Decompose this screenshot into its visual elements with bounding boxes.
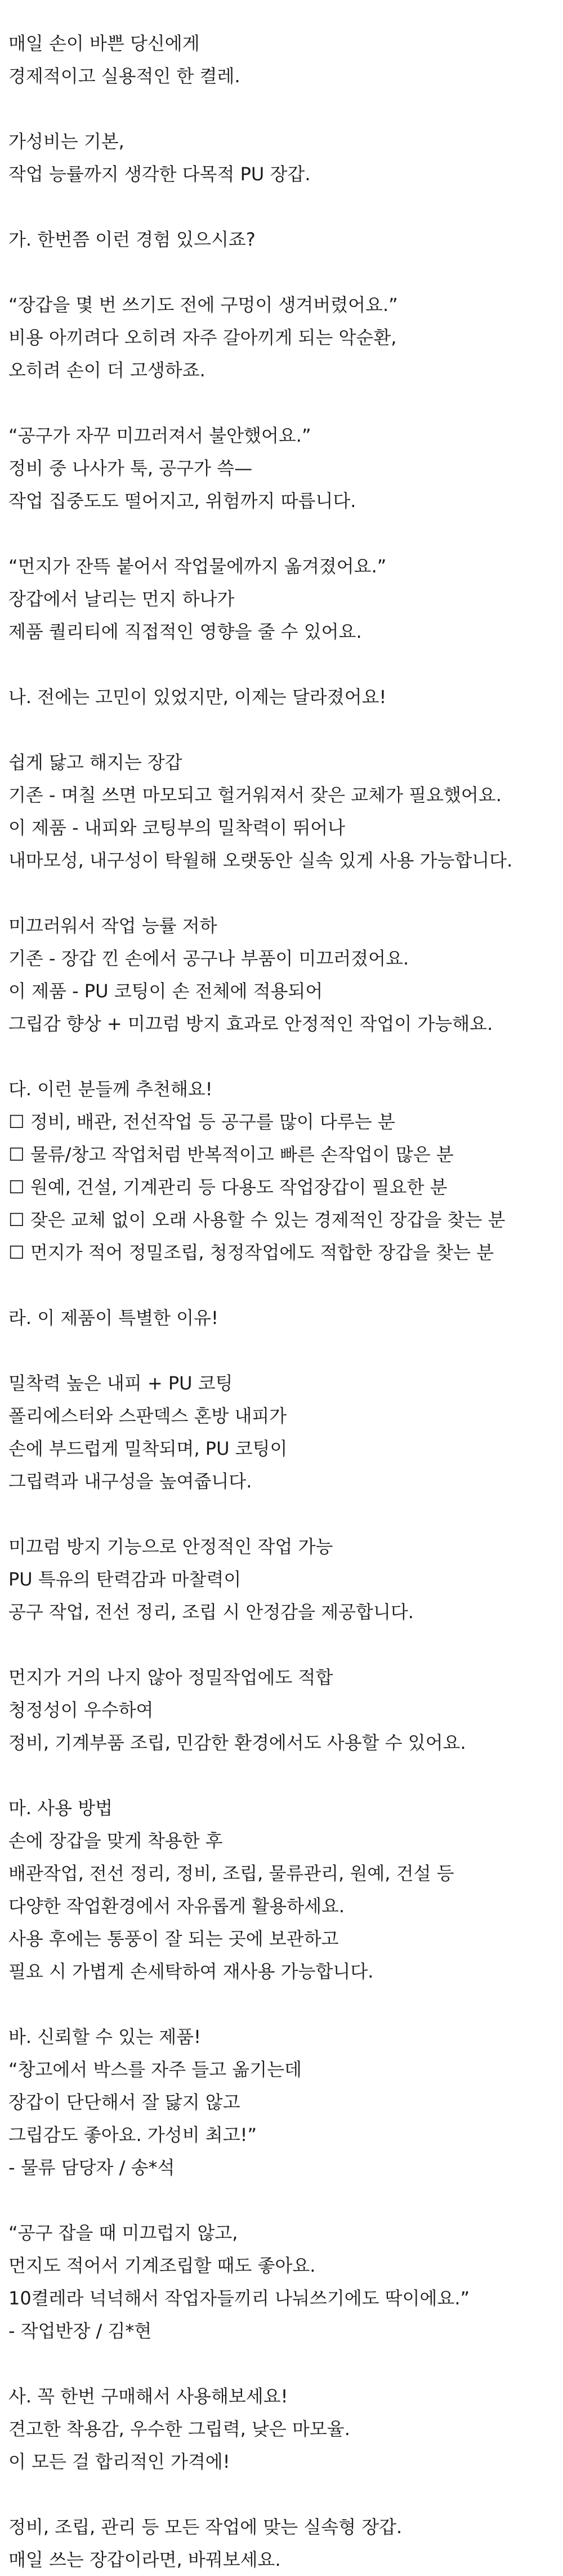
- text-line: 마. 사용 방법: [8, 1797, 113, 1819]
- text-paragraph: [8, 1367, 563, 1498]
- text-line: 경제적이고 실용적인 한 켤레.: [8, 65, 240, 87]
- text-paragraph: [8, 681, 563, 713]
- text-line: 공구 작업, 전선 정리, 조립 시 안정감을 제공합니다.: [8, 1601, 414, 1623]
- text-paragraph: [8, 550, 563, 648]
- text-line: 그립력과 내구성을 높여줍니다.: [8, 1471, 252, 1492]
- text-line: 손에 부드럽게 밀착되며, PU 코팅이: [8, 1438, 288, 1459]
- text-line: “창고에서 박스를 자주 들고 옮기는데: [8, 2059, 302, 2080]
- text-line: 청정성이 우수하여: [8, 1699, 154, 1721]
- text-line: 정비 중 나사가 툭, 공구가 쓱—: [8, 458, 253, 479]
- text-line: 정비, 조립, 관리 등 모든 작업에 맞는 실속형 장갑.: [8, 2516, 403, 2538]
- text-line: 손에 장갑을 맞게 착용한 후: [8, 1830, 223, 1851]
- text-line: 기존 - 며칠 쓰면 마모되고 헐거워져서 잦은 교체가 필요했어요.: [8, 784, 502, 806]
- text-paragraph: [8, 1792, 563, 1988]
- text-paragraph: [8, 223, 563, 256]
- text-line: 작업 능률까지 생각한 다목적 PU 장갑.: [8, 163, 311, 185]
- text-line: 견고한 착용감, 우수한 그립력, 낮은 마모율.: [8, 2418, 350, 2440]
- text-line: ☐ 정비, 배관, 전선작업 등 공구를 많이 다루는 분: [8, 1111, 395, 1132]
- text-line: 그립감도 좋아요. 가성비 최고!”: [8, 2124, 257, 2146]
- text-line: 장갑이 단단해서 잘 닳지 않고: [8, 2091, 240, 2113]
- text-line: 먼지가 거의 나지 않아 정밀작업에도 적합: [8, 1667, 333, 1688]
- text-line: 먼지도 적어서 기계조립할 때도 좋아요.: [8, 2255, 316, 2276]
- text-line: 제품 퀄리티에 직접적인 영향을 줄 수 있어요.: [8, 621, 362, 642]
- text-line: 다. 이런 분들께 추천해요!: [8, 1078, 213, 1100]
- text-line: 미끄럼 방지 기능으로 안정적인 작업 가능: [8, 1536, 333, 1557]
- text-paragraph: [8, 419, 563, 517]
- text-paragraph: [8, 27, 563, 92]
- text-line: 이 제품 - PU 코팅이 손 전체에 적용되어: [8, 980, 323, 1002]
- text-paragraph: [8, 2380, 563, 2478]
- text-line: 이 모든 걸 합리적인 가격에!: [8, 2451, 230, 2472]
- text-line: 정비, 기계부품 조립, 민감한 환경에서도 사용할 수 있어요.: [8, 1732, 466, 1753]
- text-line: 기존 - 장갑 낀 손에서 공구나 부품이 미끄러졌어요.: [8, 948, 409, 969]
- text-line: PU 특유의 탄력감과 마찰력이: [8, 1569, 242, 1590]
- text-line: ☐ 먼지가 적어 정밀조립, 청정작업에도 적합한 장갑을 찾는 분: [8, 1242, 494, 1263]
- text-line: 내마모성, 내구성이 탁월해 오랫동안 실속 있게 사용 가능합니다.: [8, 850, 513, 871]
- text-paragraph: [8, 1302, 563, 1334]
- text-paragraph: [8, 288, 563, 387]
- text-paragraph: [8, 1661, 563, 1759]
- text-line: “장갑을 몇 번 쓰기도 전에 구멍이 생겨버렸어요.”: [8, 294, 398, 316]
- text-line: ☐ 잦은 교체 없이 오래 사용할 수 있는 경제적인 장갑을 찾는 분: [8, 1209, 506, 1231]
- text-paragraph: [8, 909, 563, 1040]
- text-line: 10켤레라 넉넉해서 작업자들끼리 나눠쓰기에도 딱이에요.”: [8, 2288, 470, 2309]
- text-line: “공구 잡을 때 미끄럽지 않고,: [8, 2222, 238, 2244]
- text-paragraph: [8, 125, 563, 190]
- text-line: - 작업반장 / 김*현: [8, 2320, 152, 2342]
- text-line: 쉽게 닳고 해지는 장갑: [8, 752, 182, 773]
- text-paragraph: [8, 2511, 563, 2576]
- text-line: 폴리에스터와 스판덱스 혼방 내피가: [8, 1405, 287, 1427]
- text-paragraph: [8, 2020, 563, 2184]
- text-line: “공구가 자꾸 미끄러져서 불안했어요.”: [8, 425, 311, 446]
- text-paragraph: [8, 746, 563, 877]
- text-line: 매일 쓰는 장갑이라면, 바꿔보세요.: [8, 2549, 281, 2570]
- text-line: 장갑에서 날리는 먼지 하나가: [8, 588, 235, 610]
- text-line: ☐ 원예, 건설, 기계관리 등 다용도 작업장갑이 필요한 분: [8, 1176, 448, 1198]
- text-line: 가성비는 기본,: [8, 131, 124, 152]
- text-line: 필요 시 가볍게 손세탁하여 재사용 가능합니다.: [8, 1961, 374, 1982]
- text-line: 배관작업, 전선 정리, 정비, 조립, 물류관리, 원예, 건설 등: [8, 1863, 454, 1884]
- text-line: 오히려 손이 더 고생하죠.: [8, 359, 205, 381]
- text-line: 이 제품 - 내피와 코팅부의 밀착력이 뛰어나: [8, 817, 346, 838]
- text-line: 미끄러워서 작업 능률 저하: [8, 915, 217, 936]
- text-line: 그립감 향상 + 미끄럼 방지 효과로 안정적인 작업이 가능해요.: [8, 1013, 493, 1034]
- text-line: 가. 한번쯤 이런 경험 있으시죠?: [8, 229, 256, 250]
- text-line: “먼지가 잔뜩 붙어서 작업물에까지 옮겨졌어요.”: [8, 556, 387, 577]
- text-line: 작업 집중도도 떨어지고, 위험까지 따릅니다.: [8, 490, 356, 512]
- text-paragraph: [8, 2217, 563, 2347]
- text-paragraph: [8, 1073, 563, 1269]
- text-line: 밀착력 높은 내피 + PU 코팅: [8, 1373, 233, 1394]
- text-line: 다양한 작업환경에서 자유롭게 활용하세요.: [8, 1895, 345, 1917]
- text-line: 바. 신뢰할 수 있는 제품!: [8, 2026, 201, 2048]
- text-line: - 물류 담당자 / 송*석: [8, 2157, 175, 2178]
- text-paragraph: [8, 1530, 563, 1628]
- text-line: 비용 아끼려다 오히려 자주 갈아끼게 되는 악순환,: [8, 327, 397, 348]
- text-line: 매일 손이 바쁜 당신에게: [8, 33, 200, 54]
- text-line: 사용 후에는 통풍이 잘 되는 곳에 보관하고: [8, 1928, 339, 1949]
- text-line: 사. 꼭 한번 구매해서 사용해보세요!: [8, 2386, 288, 2407]
- text-line: ☐ 물류/창고 작업처럼 반복적이고 빠른 손작업이 많은 분: [8, 1144, 454, 1165]
- text-line: 라. 이 제품이 특별한 이유!: [8, 1307, 218, 1329]
- text-line: 나. 전에는 고민이 있었지만, 이제는 달라졌어요!: [8, 686, 387, 708]
